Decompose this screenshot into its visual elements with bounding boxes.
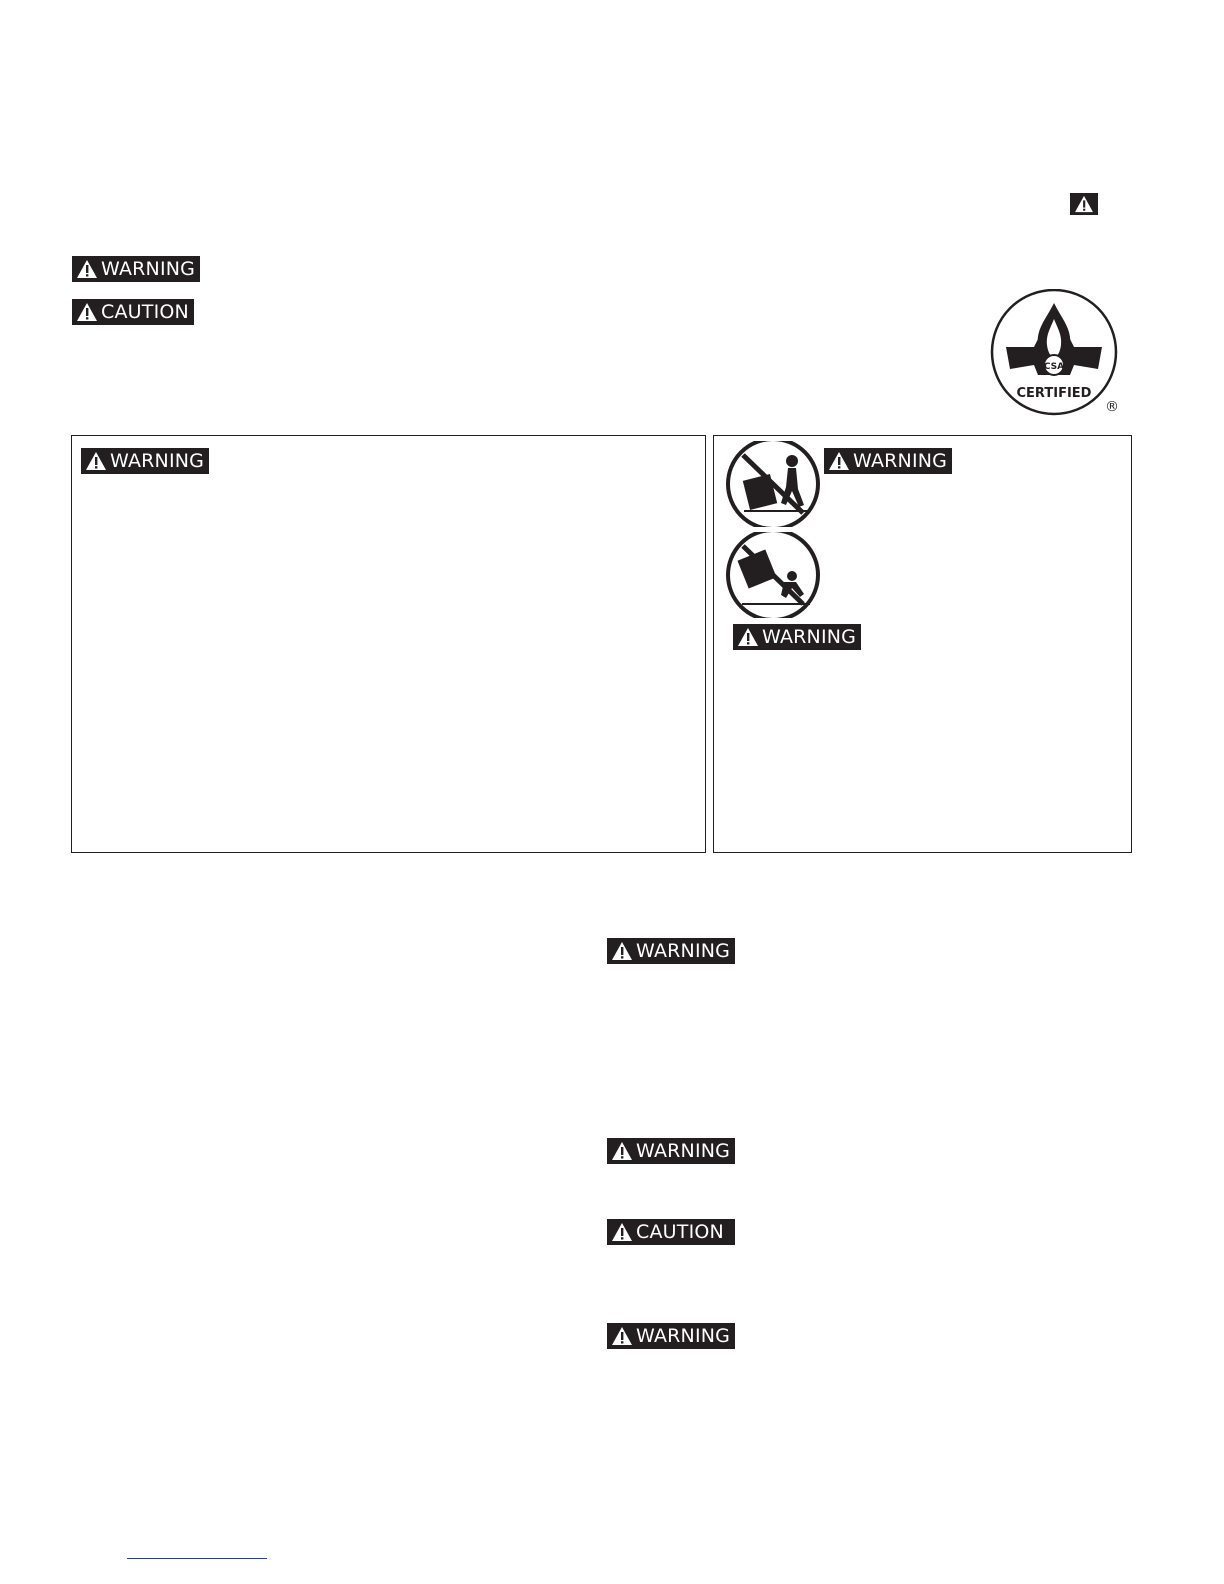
- lower-warning-label-1: WARNING: [636, 940, 731, 962]
- lower-warning-badge-2: [607, 1138, 735, 1164]
- left-box-warning-badge: [81, 448, 209, 474]
- warning-triangle-icon: [76, 259, 98, 279]
- lower-caution-label: CAUTION: [636, 1221, 724, 1243]
- right-box-bottom-warning-label: WARNING: [762, 626, 857, 648]
- csa-certified-logo: [988, 289, 1120, 419]
- warning-legend-label: WARNING: [101, 258, 196, 280]
- lower-warning-label-2: WARNING: [636, 1140, 731, 1162]
- warning-legend-badge: [72, 256, 200, 282]
- no-climbing-on-oven-door-icon: [726, 441, 820, 527]
- warning-triangle-icon: [611, 1222, 633, 1242]
- alert-triangle-icon: [1070, 193, 1098, 215]
- lower-caution-badge: [607, 1219, 735, 1245]
- right-box-top-warning-label: WARNING: [853, 450, 948, 472]
- left-warning-box: [71, 435, 706, 853]
- lower-warning-label-3: WARNING: [636, 1325, 731, 1347]
- warning-triangle-icon: [611, 1141, 633, 1161]
- warning-triangle-icon: [85, 451, 107, 471]
- caution-legend-badge: [72, 299, 194, 325]
- right-warning-box: [713, 435, 1132, 853]
- lower-warning-badge-1: [607, 938, 735, 964]
- logo-certified-text: CERTIFIED: [1016, 386, 1092, 401]
- warning-triangle-icon: [828, 451, 850, 471]
- right-box-top-warning-badge: [824, 448, 952, 474]
- left-box-warning-label: WARNING: [110, 450, 205, 472]
- right-box-bottom-warning-badge: [733, 624, 861, 650]
- caution-legend-label: CAUTION: [101, 301, 189, 323]
- warning-triangle-icon: [737, 627, 759, 647]
- registered-mark: ®: [1105, 399, 1119, 415]
- range-tip-over-icon: [726, 532, 820, 618]
- warning-triangle-icon: [611, 1326, 633, 1346]
- warning-triangle-icon: [611, 941, 633, 961]
- warning-triangle-icon: [76, 302, 98, 322]
- footer-link[interactable]: [127, 1550, 267, 1559]
- logo-emblem-text: CSA: [1043, 362, 1065, 372]
- lower-warning-badge-3: [607, 1323, 735, 1349]
